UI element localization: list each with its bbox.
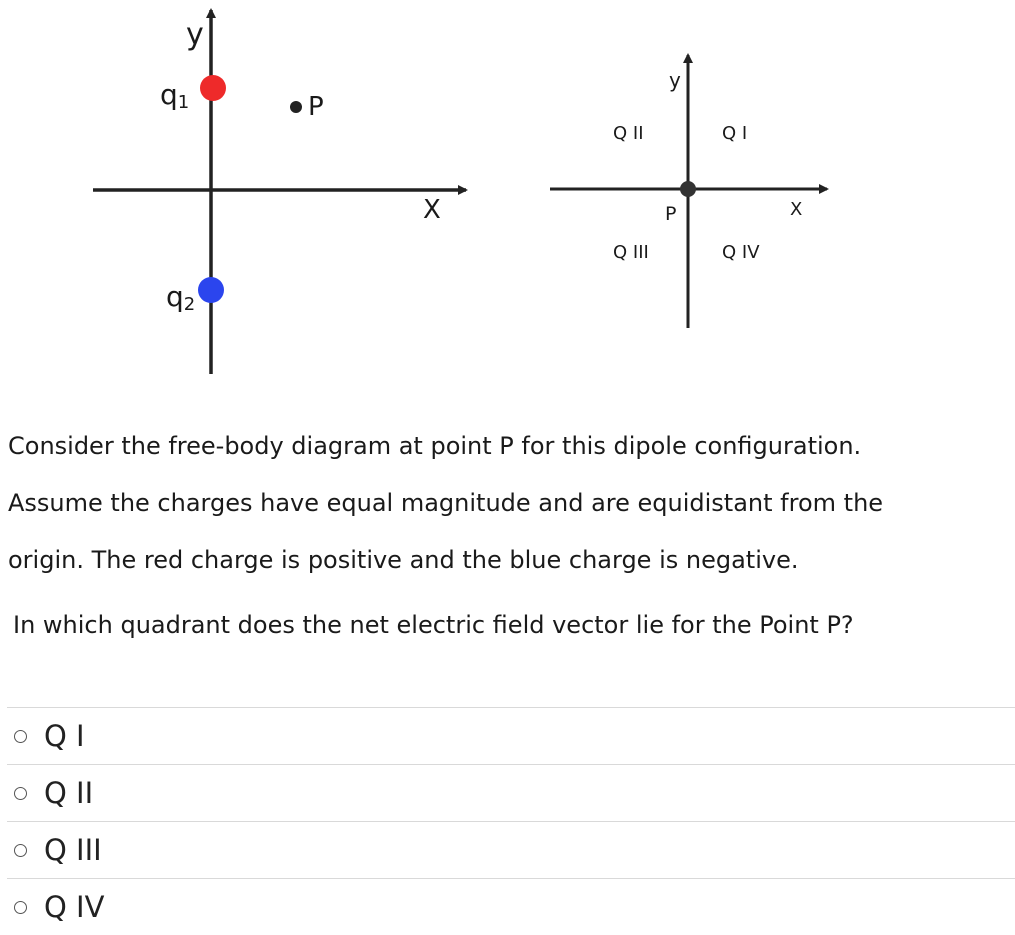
- right-diagram: [550, 55, 827, 328]
- q2-charge: [198, 277, 224, 303]
- radio-q1[interactable]: [14, 730, 27, 743]
- radio-q4[interactable]: [14, 901, 27, 914]
- option-label: Q I: [44, 719, 85, 753]
- left-diagram: [93, 10, 466, 374]
- right-y-label: y: [669, 68, 681, 92]
- radio-q2[interactable]: [14, 787, 27, 800]
- left-y-label: y: [186, 17, 204, 52]
- quadrant-label-4: Q IV: [722, 242, 760, 263]
- left-x-label: X: [423, 195, 441, 225]
- quadrant-label-2: Q II: [613, 123, 644, 144]
- option-label: Q II: [44, 776, 94, 810]
- question-description: [8, 418, 1008, 589]
- option-label: Q IV: [44, 890, 105, 924]
- right-origin-dot: [680, 181, 696, 197]
- option-q4[interactable]: [7, 878, 1015, 935]
- option-label: Q III: [44, 833, 102, 867]
- answer-options: [7, 707, 1015, 935]
- q2-label: q2: [166, 280, 196, 315]
- right-x-label: X: [790, 199, 803, 220]
- point-p-dot: [290, 101, 302, 113]
- option-q2[interactable]: [7, 764, 1015, 821]
- option-q3[interactable]: [7, 821, 1015, 878]
- quadrant-label-1: Q I: [722, 123, 748, 144]
- radio-q3[interactable]: [14, 844, 27, 857]
- question-line-1: Consider the free-body diagram at point P for this dipole configuration.: [8, 432, 862, 460]
- quadrant-label-3: Q III: [613, 242, 649, 263]
- q1-label: q1: [160, 78, 190, 113]
- right-p-label: P: [665, 203, 677, 225]
- question-line-3: origin. The red charge is positive and the blue charge is negative.: [8, 546, 799, 574]
- option-q1[interactable]: [7, 707, 1015, 764]
- question-prompt: In which quadrant does the net electric field vector lie for the Point P?: [13, 611, 854, 639]
- left-p-label: P: [308, 92, 324, 122]
- dipole-diagram: [0, 0, 1015, 400]
- q1-charge: [200, 75, 226, 101]
- question-line-2: Assume the charges have equal magnitude and are equidistant from the: [8, 489, 884, 517]
